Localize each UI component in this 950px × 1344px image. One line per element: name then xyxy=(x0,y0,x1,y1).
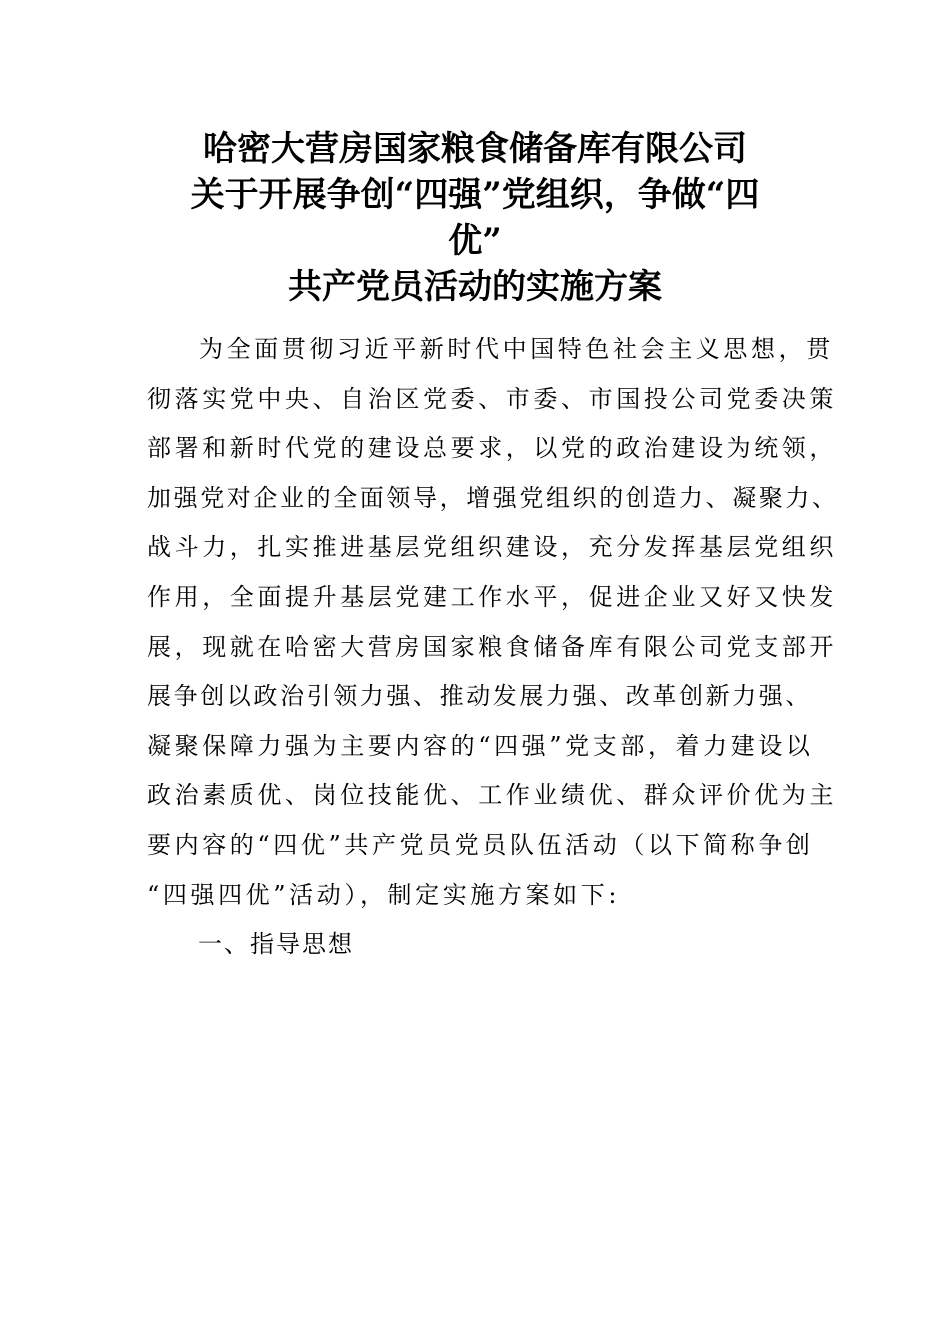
document-title xyxy=(140,126,810,310)
paragraph-line: 政治素质优、岗位技能优、工作业绩优、群众评价优为主 xyxy=(147,781,837,810)
paragraph-line: 彻落实党中央、自治区党委、市委、市国投公司党委决策 xyxy=(147,384,837,413)
title-line-2: 关于开展争创“四强”党组织，争做“四 xyxy=(190,175,760,215)
paragraph-line: 展争创以政治引领力强、推动发展力强、改革创新力强、 xyxy=(147,682,812,711)
title-line-1: 哈密大营房国家粮食储备库有限公司 xyxy=(203,129,747,169)
paragraph-line: 战斗力，扎实推进基层党组织建设，充分发挥基层党组织 xyxy=(147,533,837,562)
paragraph-line: 要内容的“四优”共产党员党员队伍活动（以下简称争创 xyxy=(147,830,814,859)
paragraph-line: 部署和新时代党的建设总要求，以党的政治建设为统领， xyxy=(147,434,837,463)
section-heading-guiding-ideology: 一、指导思想 xyxy=(198,930,354,958)
title-line-4: 共产党员活动的实施方案 xyxy=(288,267,662,307)
paragraph-line: 凝聚保障力强为主要内容的“四强”党支部，着力建设以 xyxy=(147,731,814,760)
title-line-3: 优” xyxy=(448,221,502,261)
paragraph-line: 加强党对企业的全面领导，增强党组织的创造力、凝聚力、 xyxy=(147,483,839,512)
paragraph-line: 为全面贯彻习近平新时代中国特色社会主义思想，贯 xyxy=(199,335,834,363)
paragraph-line: 作用，全面提升基层党建工作水平，促进企业又好又快发 xyxy=(147,582,837,611)
paragraph-line: “四强四优”活动），制定实施方案如下: xyxy=(147,880,621,909)
intro-paragraph xyxy=(147,325,839,920)
paragraph-line: 展，现就在哈密大营房国家粮食储备库有限公司党支部开 xyxy=(147,632,837,661)
